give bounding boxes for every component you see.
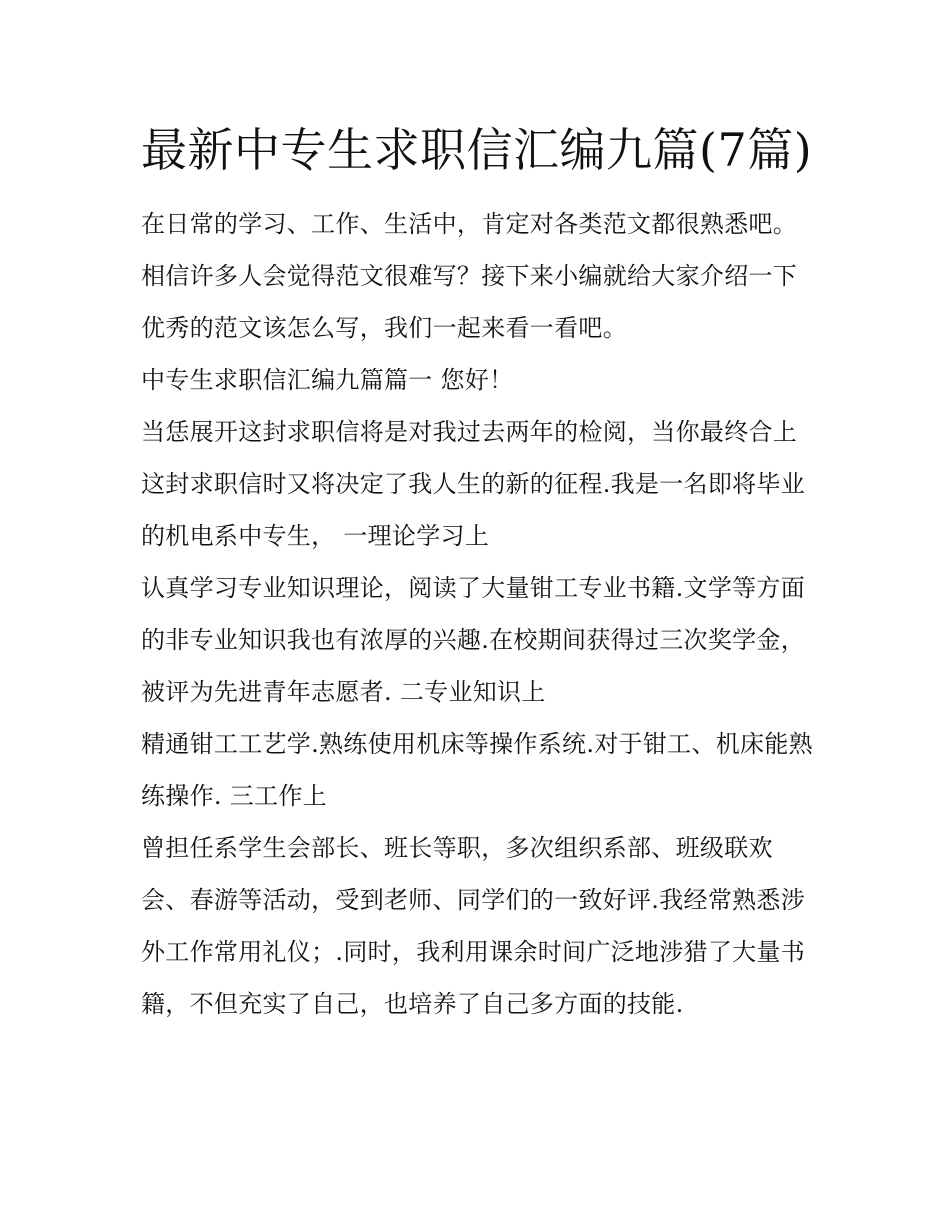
document-page [141,112,821,1030]
paragraph-work-experience: 曾担任系学生会部长、班长等职，多次组织系部、班级联欢会、春游等活动，受到老师、同学们的一致好评.我经常熟悉涉外工作常用礼仪；.同时，我利用课余时间广泛地涉猎了大量书籍，不但充实了自己，也培养了自己多方面的技能. [141,834,806,1018]
paragraph-theory-study: 认真学习专业知识理论，阅读了大量钳工专业书籍.文学等方面的非专业知识我也有浓厚的兴趣.在校期间获得过三次奖学金，被评为先进青年志愿者. 二专业知识上 [141,574,806,706]
paragraph-greeting: 中专生求职信汇编九篇篇一 您好！ [141,366,514,394]
document-body [141,198,821,1030]
paragraph-professional-skills: 精通钳工工艺学.熟练使用机床等操作系统.对于钳工、机床能熟练操作. 三工作上 [141,730,813,810]
paragraph-intro: 在日常的学习、工作、生活中，肯定对各类范文都很熟悉吧。相信许多人会觉得范文很难写？接下来小编就给大家介绍一下优秀的范文该怎么写，我们一起来看一看吧。 [141,210,798,342]
paragraph-opening: 当恁展开这封求职信将是对我过去两年的检阅，当你最终合上这封求职信时又将决定了我人生的新的征程.我是一名即将毕业的机电系中专生， 一理论学习上 [141,418,806,550]
document-title: 最新中专生求职信汇编九篇(7篇) [141,123,813,177]
